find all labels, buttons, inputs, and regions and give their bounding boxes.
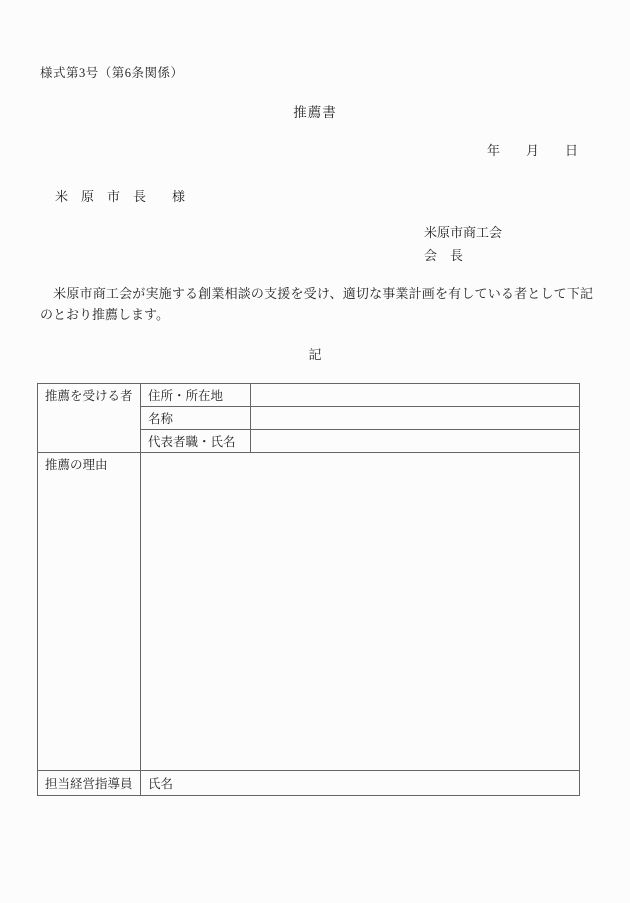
table-row <box>38 771 580 796</box>
advisor-label-cell: 担当経営指導員 <box>38 771 141 796</box>
address-value-cell <box>251 384 580 407</box>
representative-value-cell <box>251 430 580 453</box>
recommendation-table <box>37 383 580 796</box>
sender-organization: 米原市商工会 <box>424 225 503 240</box>
recommendee-label-cell: 推薦を受ける者 <box>38 384 141 453</box>
section-marker: 記 <box>308 347 322 362</box>
table-row <box>38 453 580 771</box>
recipient-line: 米 原 市 長 様 <box>55 189 186 204</box>
date-line: 年 月 日 <box>486 143 578 158</box>
name-value-cell <box>251 407 580 430</box>
address-label-cell: 住所・所在地 <box>141 384 251 407</box>
representative-label-cell: 代表者職・氏名 <box>141 430 251 453</box>
document-title: 推薦書 <box>293 105 337 120</box>
body-paragraph: 米原市商工会が実施する創業相談の支援を受け、適切な事業計画を有している者として下記のとおり推薦します。 <box>40 286 593 322</box>
table-row <box>38 384 580 407</box>
name-label-cell: 名称 <box>141 407 251 430</box>
reason-value-cell <box>141 453 580 771</box>
sender-role: 会 長 <box>424 248 464 263</box>
form-number: 様式第3号（第6条関係） <box>40 66 184 80</box>
advisor-name-cell: 氏名 <box>141 771 580 796</box>
reason-label-cell: 推薦の理由 <box>38 453 141 771</box>
